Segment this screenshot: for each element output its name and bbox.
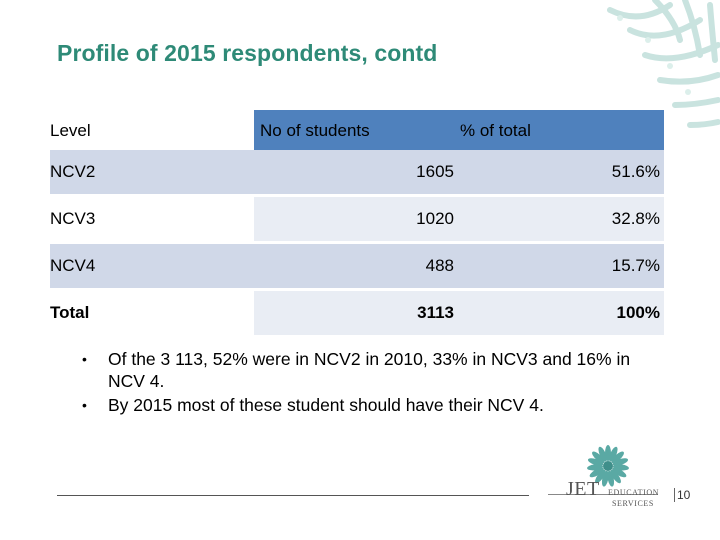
table-row: [50, 197, 664, 241]
cell-pct: 51.6%: [460, 150, 664, 194]
logo-services-text: SERVICES: [612, 499, 654, 508]
bullet-item: [80, 348, 660, 392]
bullet-list: [80, 348, 660, 418]
bullet-dot-icon: •: [82, 397, 87, 413]
cell-total-pct: 100%: [460, 291, 664, 335]
cell-level: NCV4: [50, 244, 254, 288]
bullet-text: Of the 3 113, 52% were in NCV2 in 2010, 33% in NCV3 and 16% in NCV 4.: [108, 349, 631, 391]
logo-jet-text: JET: [566, 478, 600, 500]
cell-total-students: 3113: [254, 291, 460, 335]
table-row: [50, 150, 664, 194]
table-header-row: [50, 110, 664, 150]
cell-level: NCV2: [50, 150, 254, 194]
cell-pct: 15.7%: [460, 244, 664, 288]
bullet-text: By 2015 most of these student should have their NCV 4.: [108, 395, 544, 415]
table-row: [50, 244, 664, 288]
bullet-item: [80, 394, 660, 416]
cell-pct: 32.8%: [460, 197, 664, 241]
header-no-of-students: No of students: [254, 110, 460, 150]
cell-students: 1020: [254, 197, 460, 241]
page-number: 10: [674, 488, 690, 502]
logo-education-text: EDUCATION: [608, 488, 660, 497]
cell-students: 488: [254, 244, 460, 288]
table-total-row: [50, 291, 664, 335]
header-level: Level: [50, 110, 254, 150]
header-pct-of-total: % of total: [460, 110, 664, 150]
respondents-table: [50, 110, 664, 335]
footer-divider: [57, 495, 529, 496]
cell-students: 1605: [254, 150, 460, 194]
slide-title: Profile of 2015 respondents, contd: [57, 40, 438, 66]
cell-total-label: Total: [50, 291, 254, 335]
cell-level: NCV3: [50, 197, 254, 241]
bullet-dot-icon: •: [82, 351, 87, 367]
